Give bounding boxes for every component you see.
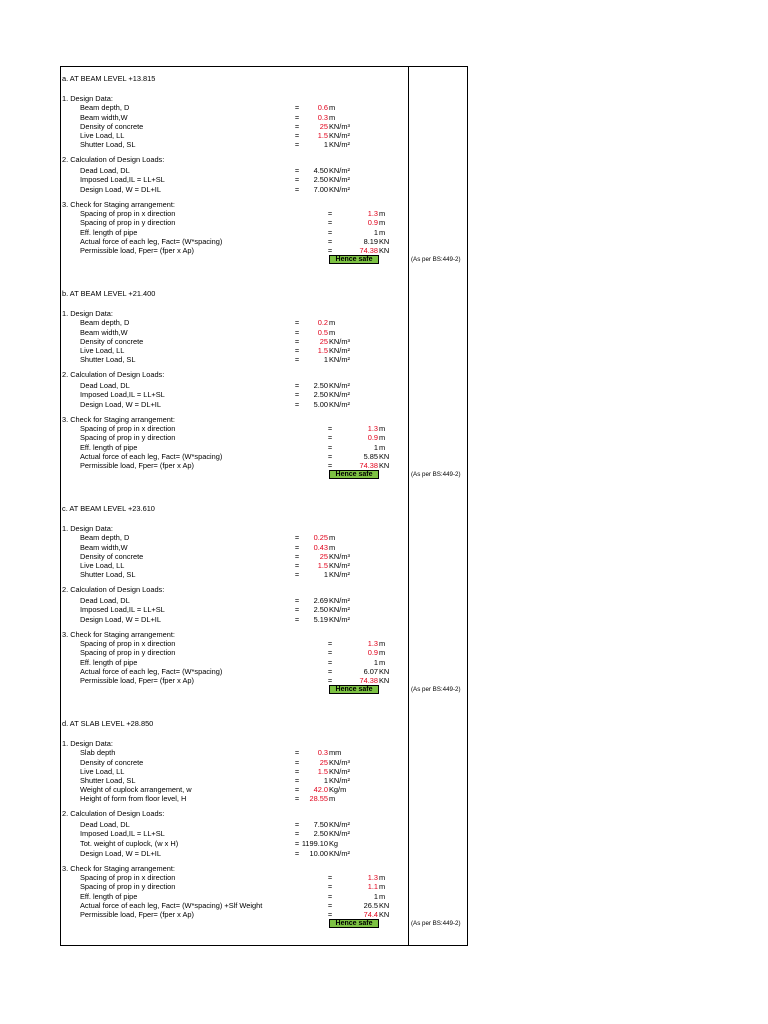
row-value: 0.43	[313, 542, 328, 552]
row-label: Permissible load, Fper= (fper x Ap)	[80, 909, 194, 919]
row-value: 2.69	[313, 595, 328, 605]
row-unit: KN/m²	[329, 165, 350, 175]
row-label: Actual force of each leg, Fact= (W*spacing) +Slf Weight	[80, 900, 263, 910]
equals-sign: =	[327, 209, 333, 219]
row-label: Beam depth, D	[80, 103, 130, 113]
row-label: Spacing of prop in x direction	[80, 639, 176, 649]
row-value: 8.19	[363, 236, 378, 246]
equals-sign: =	[327, 676, 333, 686]
row-value: 1	[373, 227, 378, 237]
row-unit: KN/m²	[329, 131, 350, 141]
equals-sign: =	[327, 451, 333, 461]
column-divider	[408, 66, 409, 946]
code-reference-note: (As per BS:449-2)	[411, 920, 461, 928]
row-label: Height of form from floor level, H	[80, 794, 187, 804]
equals-sign: =	[294, 819, 300, 829]
row-label: Live Load, LL	[80, 346, 125, 356]
row-value: 1.1	[367, 882, 378, 892]
row-unit: m	[379, 424, 386, 434]
row-unit: KN/m²	[329, 570, 350, 580]
loads-heading: 2. Calculation of Design Loads:	[62, 809, 165, 819]
row-unit: KN/m²	[329, 561, 350, 571]
equals-sign: =	[327, 648, 333, 658]
section-title: d. AT SLAB LEVEL +28.850	[62, 719, 154, 728]
row-unit: KN/m²	[329, 819, 350, 829]
row-label: Dead Load, DL	[80, 595, 130, 605]
row-label: Beam width,W	[80, 327, 128, 337]
loads-heading: 2. Calculation of Design Loads:	[62, 369, 165, 379]
row-label: Actual force of each leg, Fact= (W*spacing)	[80, 236, 223, 246]
row-value: 74.38	[359, 246, 378, 256]
row-unit: KN/m²	[329, 355, 350, 365]
row-value: 0.9	[367, 218, 378, 228]
row-unit: m	[329, 103, 336, 113]
row-value: 1.5	[317, 561, 328, 571]
row-value: 28.55	[309, 794, 328, 804]
row-label: Tot. weight of cuplock, (w x H)	[80, 839, 179, 849]
equals-sign: =	[294, 346, 300, 356]
row-unit: m	[329, 327, 336, 337]
row-unit: KN	[379, 666, 390, 676]
equals-sign: =	[327, 442, 333, 452]
row-label: Live Load, LL	[80, 131, 125, 141]
row-label: Spacing of prop in y direction	[80, 882, 176, 892]
row-label: Spacing of prop in x direction	[80, 873, 176, 883]
equals-sign: =	[294, 336, 300, 346]
row-label: Shutter Load, SL	[80, 570, 136, 580]
row-unit: KN	[379, 236, 390, 246]
equals-sign: =	[294, 848, 300, 858]
row-label: Spacing of prop in y direction	[80, 648, 176, 658]
code-reference-note: (As per BS:449-2)	[411, 256, 461, 264]
row-label: Design Load, W = DL+IL	[80, 399, 161, 409]
row-unit: KN/m²	[329, 380, 350, 390]
row-value: 74.38	[359, 676, 378, 686]
row-value: 1.3	[367, 639, 378, 649]
equals-sign: =	[294, 390, 300, 400]
row-value: 0.9	[367, 433, 378, 443]
row-unit: KN/m²	[329, 614, 350, 624]
row-value: 7.00	[313, 184, 328, 194]
equals-sign: =	[327, 461, 333, 471]
row-value: 25	[319, 336, 328, 346]
row-label: Shutter Load, SL	[80, 776, 136, 786]
row-value: 1	[373, 891, 378, 901]
row-value: 1.3	[367, 424, 378, 434]
hence-safe-badge: Hence safe	[329, 470, 379, 479]
row-value: 0.6	[317, 103, 328, 113]
equals-sign: =	[294, 131, 300, 141]
row-label: Design Load, W = DL+IL	[80, 184, 161, 194]
row-label: Beam depth, D	[80, 533, 130, 543]
row-unit: m	[379, 442, 386, 452]
row-value: 0.5	[317, 327, 328, 337]
loads-heading: 2. Calculation of Design Loads:	[62, 154, 165, 164]
equals-sign: =	[327, 891, 333, 901]
row-label: Permissible load, Fper= (fper x Ap)	[80, 676, 194, 686]
row-unit: KN/m²	[329, 140, 350, 150]
row-value: 1.5	[317, 766, 328, 776]
row-value: 2.50	[313, 605, 328, 615]
row-label: Beam width,W	[80, 112, 128, 122]
design-data-heading: 1. Design Data:	[62, 309, 113, 319]
row-label: Permissible load, Fper= (fper x Ap)	[80, 461, 194, 471]
equals-sign: =	[294, 561, 300, 571]
section-title: c. AT BEAM LEVEL +23.610	[62, 504, 155, 513]
row-value: 1.3	[367, 873, 378, 883]
row-label: Dead Load, DL	[80, 819, 130, 829]
equals-sign: =	[294, 829, 300, 839]
row-unit: m	[329, 318, 336, 328]
row-value: 0.3	[317, 748, 328, 758]
staging-heading: 3. Check for Staging arrangement:	[62, 630, 175, 640]
row-unit: KN	[379, 451, 390, 461]
equals-sign: =	[294, 551, 300, 561]
row-label: Dead Load, DL	[80, 165, 130, 175]
row-value: 1.5	[317, 131, 328, 141]
row-unit: KN/m³	[329, 757, 350, 767]
row-unit: m	[379, 433, 386, 443]
design-data-heading: 1. Design Data:	[62, 524, 113, 534]
row-value: 2.50	[313, 175, 328, 185]
design-data-heading: 1. Design Data:	[62, 739, 113, 749]
row-unit: KN	[379, 900, 390, 910]
loads-heading: 2. Calculation of Design Loads:	[62, 584, 165, 594]
row-label: Density of concrete	[80, 121, 144, 131]
row-unit: KN/m²	[329, 399, 350, 409]
row-unit: mm	[329, 748, 342, 758]
row-unit: KN/m³	[329, 336, 350, 346]
row-value: 1199.10	[301, 839, 328, 849]
row-value: 10.00	[309, 848, 328, 858]
row-value: 25	[319, 757, 328, 767]
row-label: Eff. length of pipe	[80, 657, 138, 667]
equals-sign: =	[294, 605, 300, 615]
row-value: 1	[323, 140, 328, 150]
row-label: Eff. length of pipe	[80, 227, 138, 237]
row-label: Actual force of each leg, Fact= (W*spacing)	[80, 451, 223, 461]
equals-sign: =	[294, 380, 300, 390]
row-value: 0.9	[367, 648, 378, 658]
code-reference-note: (As per BS:449-2)	[411, 471, 461, 479]
staging-heading: 3. Check for Staging arrangement:	[62, 415, 175, 425]
equals-sign: =	[327, 657, 333, 667]
row-label: Weight of cuplock arrangement, w	[80, 785, 192, 795]
row-unit: m	[329, 112, 336, 122]
row-value: 0.3	[317, 112, 328, 122]
row-label: Shutter Load, SL	[80, 140, 136, 150]
row-unit: m	[379, 891, 386, 901]
equals-sign: =	[294, 595, 300, 605]
row-label: Live Load, LL	[80, 766, 125, 776]
row-label: Actual force of each leg, Fact= (W*spacing)	[80, 666, 223, 676]
row-value: 5.19	[313, 614, 328, 624]
equals-sign: =	[294, 533, 300, 543]
row-label: Spacing of prop in y direction	[80, 433, 176, 443]
equals-sign: =	[327, 909, 333, 919]
equals-sign: =	[294, 184, 300, 194]
equals-sign: =	[327, 666, 333, 676]
equals-sign: =	[294, 121, 300, 131]
row-unit: m	[379, 873, 386, 883]
row-label: Slab depth	[80, 748, 116, 758]
row-value: 25	[319, 551, 328, 561]
equals-sign: =	[294, 318, 300, 328]
row-value: 2.50	[313, 829, 328, 839]
row-value: 1	[323, 355, 328, 365]
row-unit: m	[379, 657, 386, 667]
row-value: 1	[373, 442, 378, 452]
row-unit: KN	[379, 676, 390, 686]
equals-sign: =	[294, 839, 300, 849]
row-label: Spacing of prop in x direction	[80, 209, 176, 219]
row-label: Design Load, W = DL+IL	[80, 848, 161, 858]
hence-safe-badge: Hence safe	[329, 255, 379, 264]
equals-sign: =	[294, 165, 300, 175]
row-value: 2.50	[313, 390, 328, 400]
row-unit: KN/m²	[329, 776, 350, 786]
row-value: 42.0	[313, 785, 328, 795]
equals-sign: =	[294, 140, 300, 150]
row-label: Imposed Load,IL = LL+SL	[80, 605, 165, 615]
row-value: 5.00	[313, 399, 328, 409]
equals-sign: =	[294, 776, 300, 786]
equals-sign: =	[294, 794, 300, 804]
equals-sign: =	[294, 103, 300, 113]
row-unit: Kg	[329, 839, 339, 849]
row-value: 0.2	[317, 318, 328, 328]
row-label: Shutter Load, SL	[80, 355, 136, 365]
equals-sign: =	[294, 542, 300, 552]
row-label: Beam width,W	[80, 542, 128, 552]
row-unit: m	[379, 227, 386, 237]
row-unit: KN/m³	[329, 551, 350, 561]
equals-sign: =	[327, 873, 333, 883]
row-label: Live Load, LL	[80, 561, 125, 571]
row-label: Permissible load, Fper= (fper x Ap)	[80, 246, 194, 256]
row-value: 1	[323, 570, 328, 580]
equals-sign: =	[294, 175, 300, 185]
equals-sign: =	[294, 785, 300, 795]
row-value: 26.5	[363, 900, 378, 910]
equals-sign: =	[327, 900, 333, 910]
row-label: Beam depth, D	[80, 318, 130, 328]
row-unit: KN/m²	[329, 175, 350, 185]
row-value: 5.85	[363, 451, 378, 461]
row-unit: m	[329, 533, 336, 543]
equals-sign: =	[327, 236, 333, 246]
equals-sign: =	[294, 327, 300, 337]
design-data-heading: 1. Design Data:	[62, 94, 113, 104]
hence-safe-badge: Hence safe	[329, 919, 379, 928]
equals-sign: =	[294, 112, 300, 122]
row-value: 1	[373, 657, 378, 667]
row-unit: m	[379, 209, 386, 219]
section-title: b. AT BEAM LEVEL +21.400	[62, 289, 156, 298]
row-value: 74.4	[363, 909, 378, 919]
row-value: 6.07	[363, 666, 378, 676]
row-unit: m	[379, 218, 386, 228]
row-unit: m	[379, 882, 386, 892]
row-unit: KN	[379, 909, 390, 919]
equals-sign: =	[294, 757, 300, 767]
row-value: 1.3	[367, 209, 378, 219]
row-label: Density of concrete	[80, 551, 144, 561]
row-value: 25	[319, 121, 328, 131]
row-unit: KN	[379, 461, 390, 471]
equals-sign: =	[294, 614, 300, 624]
row-value: 7.50	[313, 819, 328, 829]
row-value: 1	[323, 776, 328, 786]
row-unit: KN/m²	[329, 829, 350, 839]
row-label: Spacing of prop in x direction	[80, 424, 176, 434]
row-unit: KN/m²	[329, 184, 350, 194]
row-unit: KN/m²	[329, 595, 350, 605]
row-label: Spacing of prop in y direction	[80, 218, 176, 228]
row-unit: Kg/m	[329, 785, 347, 795]
row-value: 2.50	[313, 380, 328, 390]
code-reference-note: (As per BS:449-2)	[411, 686, 461, 694]
equals-sign: =	[327, 639, 333, 649]
row-value: 0.25	[313, 533, 328, 543]
row-label: Imposed Load,IL = LL+SL	[80, 390, 165, 400]
equals-sign: =	[294, 766, 300, 776]
staging-heading: 3. Check for Staging arrangement:	[62, 863, 175, 873]
equals-sign: =	[327, 218, 333, 228]
equals-sign: =	[327, 227, 333, 237]
staging-heading: 3. Check for Staging arrangement:	[62, 200, 175, 210]
row-label: Design Load, W = DL+IL	[80, 614, 161, 624]
equals-sign: =	[294, 570, 300, 580]
row-value: 1.5	[317, 346, 328, 356]
row-label: Eff. length of pipe	[80, 891, 138, 901]
section-title: a. AT BEAM LEVEL +13.815	[62, 74, 156, 83]
row-label: Density of concrete	[80, 757, 144, 767]
row-value: 74.38	[359, 461, 378, 471]
equals-sign: =	[327, 882, 333, 892]
row-unit: KN/m²	[329, 346, 350, 356]
row-unit: m	[329, 794, 336, 804]
row-value: 4.50	[313, 165, 328, 175]
equals-sign: =	[294, 399, 300, 409]
row-unit: m	[379, 648, 386, 658]
hence-safe-badge: Hence safe	[329, 685, 379, 694]
equals-sign: =	[327, 433, 333, 443]
equals-sign: =	[294, 748, 300, 758]
row-unit: KN/m²	[329, 766, 350, 776]
row-unit: KN/m²	[329, 848, 350, 858]
row-unit: m	[329, 542, 336, 552]
equals-sign: =	[294, 355, 300, 365]
row-unit: m	[379, 639, 386, 649]
row-label: Imposed Load,IL = LL+SL	[80, 175, 165, 185]
row-unit: KN/m²	[329, 390, 350, 400]
row-label: Density of concrete	[80, 336, 144, 346]
row-unit: KN/m³	[329, 121, 350, 131]
row-unit: KN/m²	[329, 605, 350, 615]
row-label: Imposed Load,IL = LL+SL	[80, 829, 165, 839]
row-unit: KN	[379, 246, 390, 256]
row-label: Dead Load, DL	[80, 380, 130, 390]
equals-sign: =	[327, 424, 333, 434]
row-label: Eff. length of pipe	[80, 442, 138, 452]
equals-sign: =	[327, 246, 333, 256]
